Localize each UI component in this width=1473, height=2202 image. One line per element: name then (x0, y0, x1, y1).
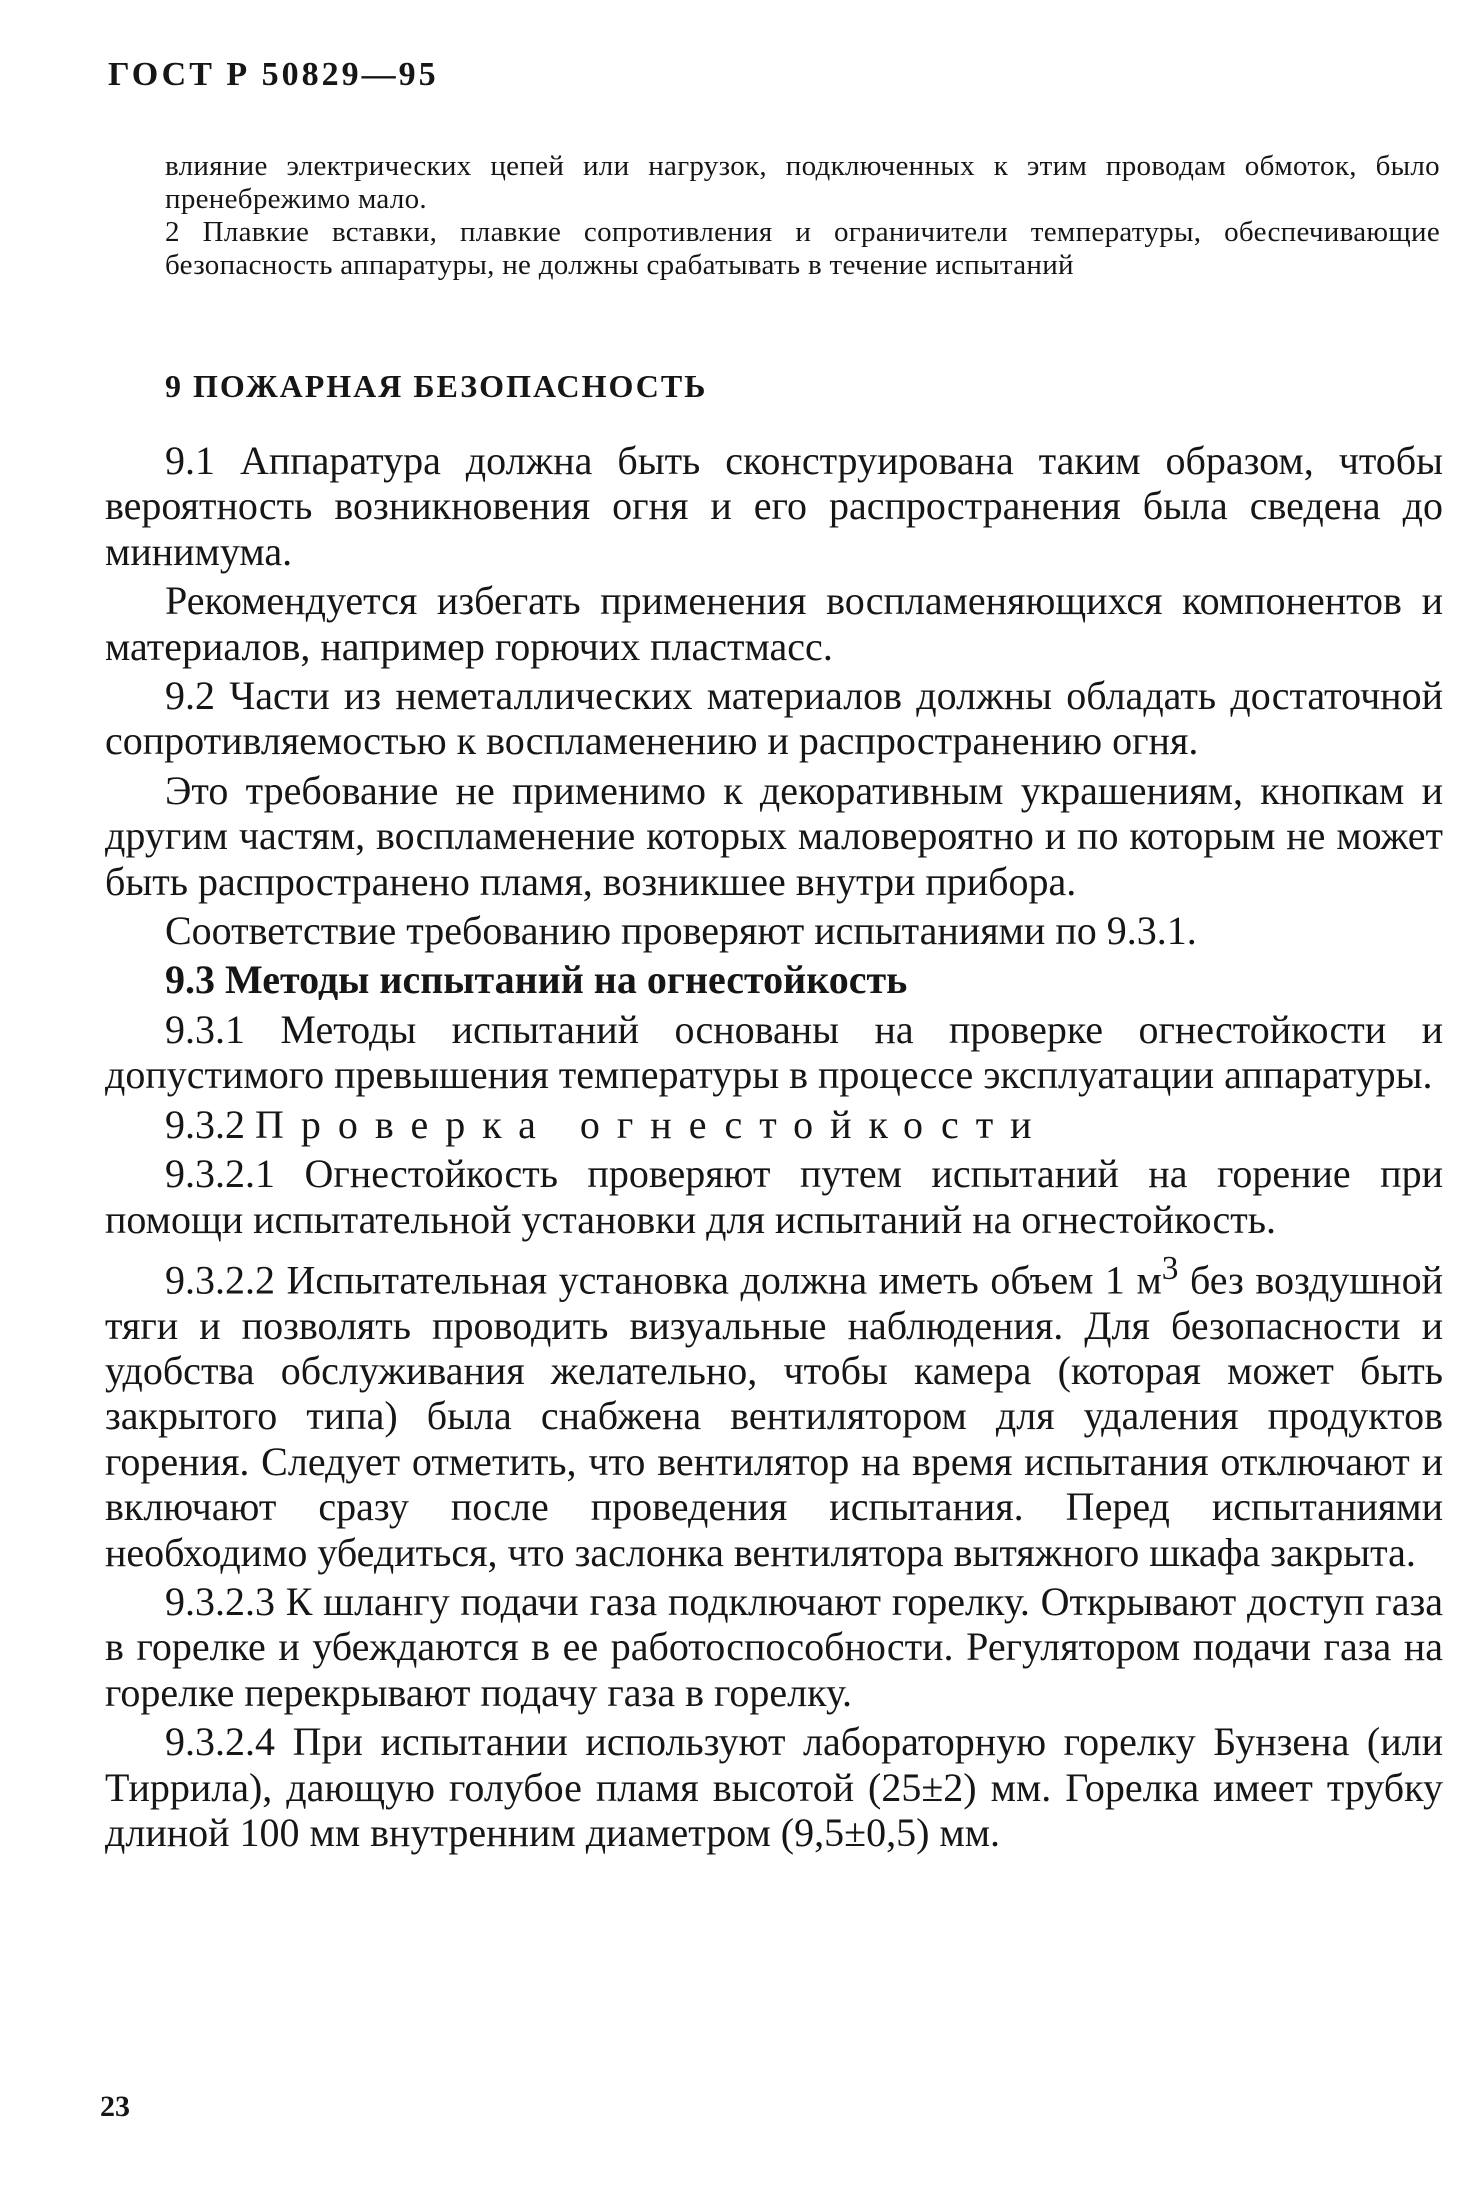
page-number: 23 (100, 2090, 130, 2123)
heading-9-3-2 (105, 1102, 1443, 1147)
heading-9-3-2-title: Проверка огнестойкости (255, 1101, 1049, 1147)
note-2: 2 Плавкие вставки, плавкие сопротивления и ограничители температуры, обеспечивающие безопасность аппаратуры, не должны срабатывать в течение испытаний (165, 216, 1440, 281)
paragraph-9-3-2-2-rest: без воздушной тяги и позволять проводить визуальные наблюдения. Для безопасности и удобства обслуживания желательно, чтобы камера (которая может быть закрытого типа) была снабжена вентилятором для удаления продуктов горения. Следует отметить, что вентилятор на время испытания отключают и включают сразу после проведения испытания. Перед испытаниями необходимо убедиться, что заслонка вентилятора вытяжного шкафа закрыта. (105, 1257, 1443, 1575)
paragraph-exception: Это требование не применимо к декоративным украшениям, кнопкам и другим частям, воспламенение которых маловероятно и по которым не может быть распространено пламя, возникшее внутри прибора. (105, 767, 1443, 904)
paragraph-compliance: Соответствие требованию проверяют испытаниями по 9.3.1. (165, 908, 1197, 954)
paragraph-9-3-2-3: 9.3.2.3 К шлангу подачи газа подключают горелку. Открывают доступ газа в горелке и убеждаются в ее работоспособности. Регулятором подачи газа на горелке перекрывают подачу газа в горелку. (105, 1579, 1443, 1715)
paragraph-recommendation: Рекомендуется избегать применения воспламеняющихся компонентов и материалов, например горючих пластмасс. (105, 578, 1443, 669)
paragraph-9-3-2-4: 9.3.2.4 При испытании используют лабораторную горелку Бунзена (или Тиррила), дающую голубое пламя высотой (25±2) мм. Горелка имеет трубку длиной 100 мм внутренним диаметром (9,5±0,5) мм. (105, 1719, 1443, 1856)
section-title: 9 ПОЖАРНАЯ БЕЗОПАСНОСТЬ (165, 368, 708, 404)
paragraph-9-1: 9.1 Аппаратура должна быть сконструирована таким образом, чтобы вероятность возникновения огня и его распространения была сведена до минимума. (105, 438, 1443, 574)
heading-9-3-text: 9.3 Методы испытаний на огнестойкость (165, 957, 908, 1003)
heading-9-3 (105, 957, 1443, 1002)
page-header-standard: ГОСТ Р 50829—95 (108, 56, 439, 93)
heading-9-3-2-number: 9.3.2 (165, 1101, 245, 1147)
notes-block (165, 150, 1440, 282)
paragraph-9-3-1: 9.3.1 Методы испытаний основаны на проверке огнестойкости и допустимого превышения температуры в процессе эксплуатации аппаратуры. (105, 1006, 1443, 1098)
superscript-3: 3 (1161, 1249, 1179, 1287)
paragraph-9-3-2-2-start: 9.3.2.2 Испытательная установка должна иметь объем 1 м (165, 1257, 1162, 1303)
paragraph-9-2: 9.2 Части из неметаллических материалов должны обладать достаточной сопротивляемостью к воспламенению и распространению огня. (105, 673, 1443, 764)
section-body (105, 438, 1443, 1860)
paragraph-9-3-2-1: 9.3.2.1 Огнестойкость проверяют путем испытаний на горение при помощи испытательной установки для испытаний на огнестойкость. (105, 1151, 1443, 1242)
paragraph-9-3-2-2 (105, 1246, 1443, 1575)
note-continuation: влияние электрических цепей или нагрузок, подключенных к этим проводам обмоток, было пренебрежимо мало. (165, 150, 1440, 215)
